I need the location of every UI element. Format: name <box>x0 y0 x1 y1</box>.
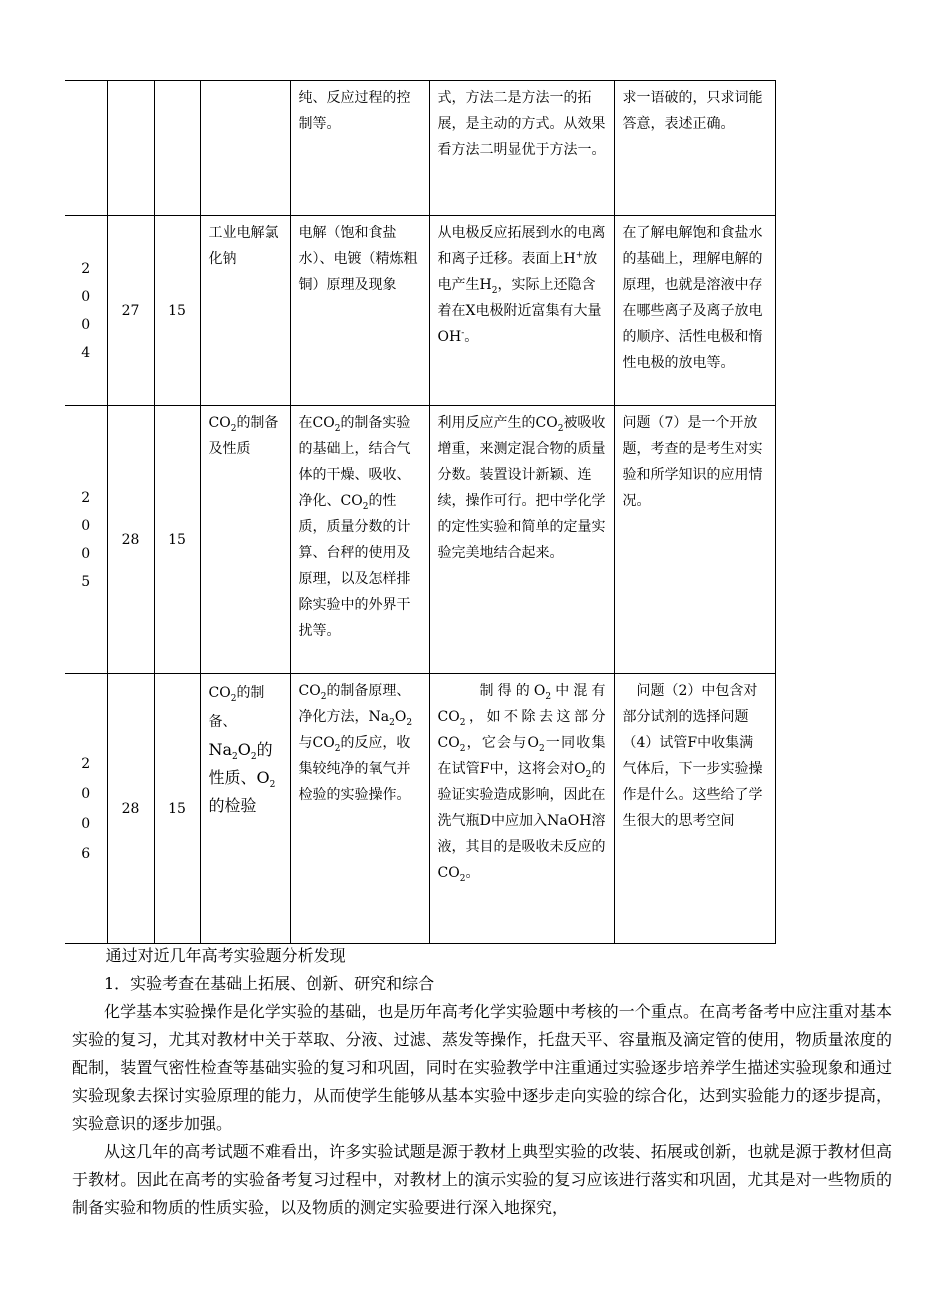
comment-cell: 问题（7）是一个开放题，考查的是考生对实验和所学知识的应用情况。 <box>622 415 763 509</box>
comment-cell: 问题（2）中包含对部分试剂的选择问题（4）试管F中收集满气体后，下一步实验操作是什么。这些给了学生很大的思考空间 <box>622 683 763 829</box>
exam-analysis-table <box>65 80 776 944</box>
paragraph: 化学基本实验操作是化学实验的基础，也是历年高考化学实验题中考核的一个重点。在高考备考中应注重对基本实验的复习，尤其对教材中关于萃取、分液、过滤、蒸发等操作，托盘天平、容量瓶及滴定管的使用，物质量浓度的配制，装置气密性检查等基础实验的复习和巩固，同时在实验教学中注重通过实验逐步培养学生描述实验现象和通过实验现象去探讨实验原理的能力，从而使学生能够从基本实验中逐步走向实验的综合化，达到实验能力的逐步提高，实验意识的逐步加强。 <box>72 1002 892 1133</box>
table-row-2006 <box>65 674 775 944</box>
table-row-2005 <box>65 406 775 674</box>
year-cell: 2 0 0 4 <box>65 216 107 406</box>
score-cell: 15 <box>154 406 200 674</box>
topic-cell: 工业电解氯化钠 <box>208 225 279 267</box>
comment-cell: 在了解电解饱和食盐水的基础上，理解电解的原理，也就是溶液中存在哪些离子及离子放电的顺序、活性电极和惰性电极的放电等。 <box>622 225 763 371</box>
feature-cell: 从电极反应拓展到水的电离和离子迁移。表面上H+放电产生$H_2$，实际上还隐含着在X电极附近富集有大量OH-。 <box>437 225 606 345</box>
topic-cell: $CO_2$的制备、$Na_2O_2$的性质、$O_2$的检验 <box>208 685 276 815</box>
intro-line: 通过对近几年高考实验题分析发现 <box>105 946 346 965</box>
score-cell: 15 <box>154 674 200 944</box>
table-row-continuation <box>65 81 775 216</box>
content-cell: 电解（饱和食盐水）、电镀（精炼粗铜）原理及现象 <box>298 225 418 293</box>
feature-cell: 式，方法二是方法一的拓展，是主动的方式。从效果看方法二明显优于方法一。 <box>437 90 606 158</box>
comment-cell: 求一语破的，只求词能答意，表述正确。 <box>622 90 763 132</box>
section-heading: 1．实验考查在基础上拓展、创新、研究和综合 <box>104 974 435 993</box>
topic-cell: $CO_2$的制备及性质 <box>208 415 279 457</box>
body-text <box>72 942 892 1222</box>
paragraph: 从这几年的高考试题不难看出，许多实验试题是源于教材上典型实验的改装、拓展或创新，也就是源于教材但高于教材。因此在高考的实验备考复习过程中，对教材上的演示实验的复习应该进行落实和巩固，尤其是对一些物质的制备实验和物质的性质实验，以及物质的测定实验要进行深入地探究， <box>72 1142 892 1217</box>
question-number-cell: 28 <box>107 674 154 944</box>
content-cell: 纯、反应过程的控制等。 <box>298 90 411 132</box>
year-cell: 2 0 0 6 <box>65 674 107 944</box>
content-cell: 在$CO_2$的制备实验的基础上，结合气体的干燥、吸收、净化、$CO_2$的性质，质量分数的计算、台秤的使用及原理，以及怎样排除实验中的外界干扰等。 <box>298 415 411 639</box>
question-number-cell: 27 <box>107 216 154 406</box>
feature-cell: 制得的$O_2$中混有$CO_2$，如不除去这部分$CO_2$，它会与$O_2$一同收集在试管F中，这将会对$O_2$的验证实验造成影响，因此在洗气瓶D中应加入NaOH溶液，其目的是吸收未反应的$CO_2$。 <box>437 683 606 884</box>
feature-cell: 利用反应产生的$CO_2$被吸收增重，来测定混合物的质量分数。装置设计新颖、连续，操作可行。把中学化学的定性实验和简单的定量实验完美地结合起来。 <box>437 415 606 561</box>
table-row-2004 <box>65 216 775 406</box>
score-cell: 15 <box>154 216 200 406</box>
question-number-cell: 28 <box>107 406 154 674</box>
content-cell: $CO_2$的制备原理、净化方法，$Na_2O_2$与$CO_2$的反应，收集较纯净的氧气并检验的实验操作。 <box>298 683 413 803</box>
year-cell: 2 0 0 5 <box>65 406 107 674</box>
